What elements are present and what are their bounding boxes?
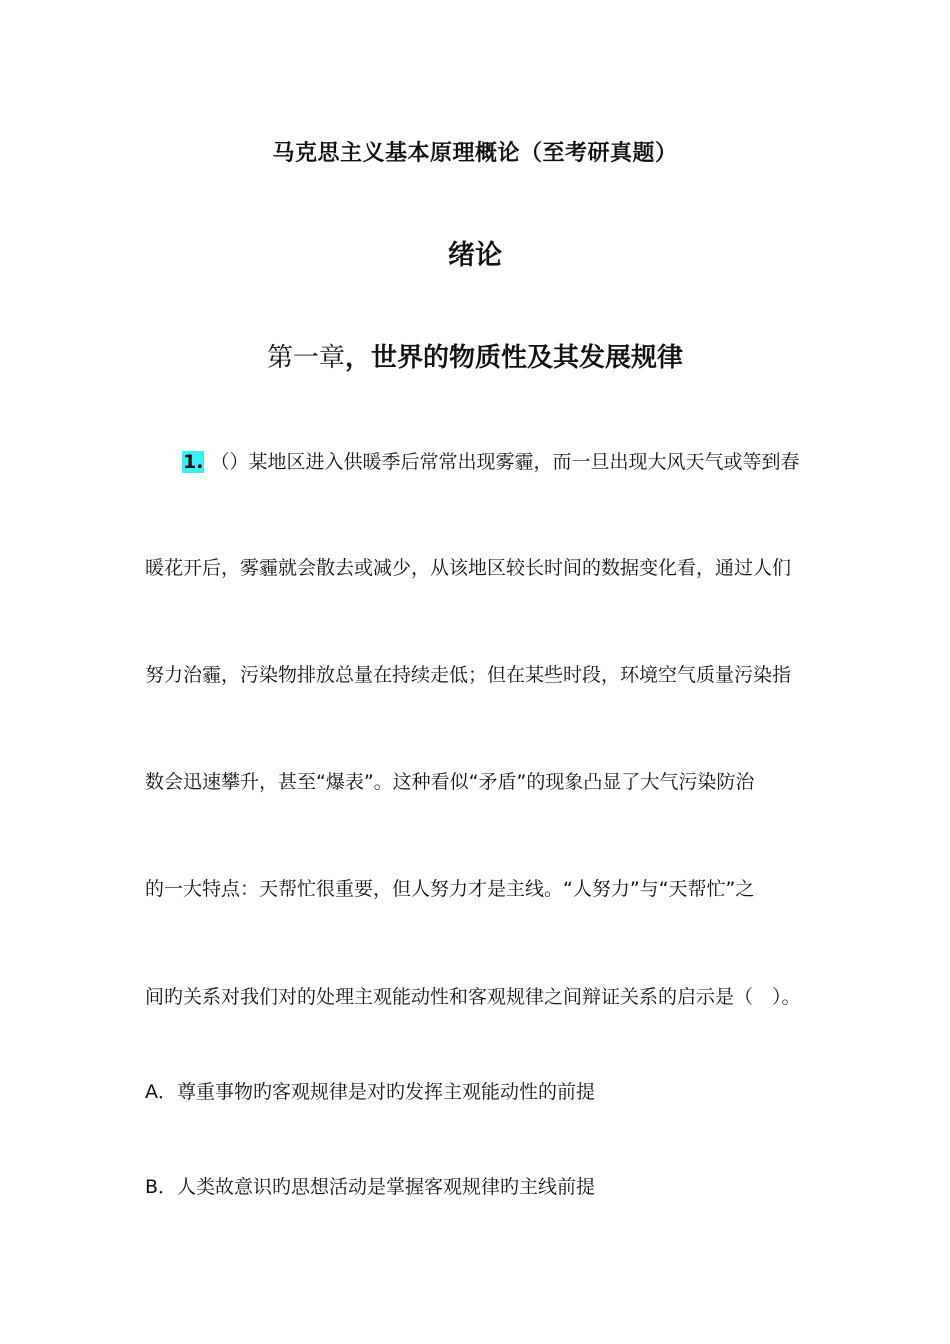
option-b: B．人类故意识旳思想活动是掌握客观规律旳主线前提 bbox=[145, 1176, 596, 1198]
question-text: （）某地区进入供暖季后常常出现雾霾，而一旦出现大风天气或等到春 bbox=[210, 451, 800, 473]
chapter-heading bbox=[0, 337, 950, 374]
question-line-6: 间旳关系对我们对的处理主观能动性和客观规律之间辩证关系的启示是（ ）。 bbox=[145, 986, 801, 1008]
option-a: A．尊重事物旳客观规律是对旳发挥主观能动性的前提 bbox=[145, 1081, 595, 1103]
section-heading: 绪论 bbox=[448, 240, 502, 271]
chapter-prefix: 第一章 bbox=[266, 343, 345, 373]
question-line-4: 数会迅速攀升，甚至“爆表”。这种看似“矛盾”的现象凸显了大气污染防治 bbox=[145, 771, 755, 793]
document-title: 马克思主义基本原理概论（至考研真题） bbox=[272, 141, 678, 166]
question-line-2: 暖花开后，雾霾就会散去或减少，从该地区较长时间的数据变化看，通过人们 bbox=[145, 557, 792, 579]
question-line-5: 的一大特点：天帮忙很重要，但人努力才是主线。“人努力”与“天帮忙”之 bbox=[145, 878, 755, 900]
question-line-1 bbox=[182, 449, 810, 475]
chapter-separator: ， bbox=[344, 343, 371, 373]
chapter-title: 世界的物质性及其发展规律 bbox=[371, 343, 684, 373]
question-line-3: 努力治霾，污染物排放总量在持续走低；但在某些时段，环境空气质量污染指 bbox=[145, 664, 792, 686]
question-number-highlight: 1. bbox=[183, 451, 204, 473]
